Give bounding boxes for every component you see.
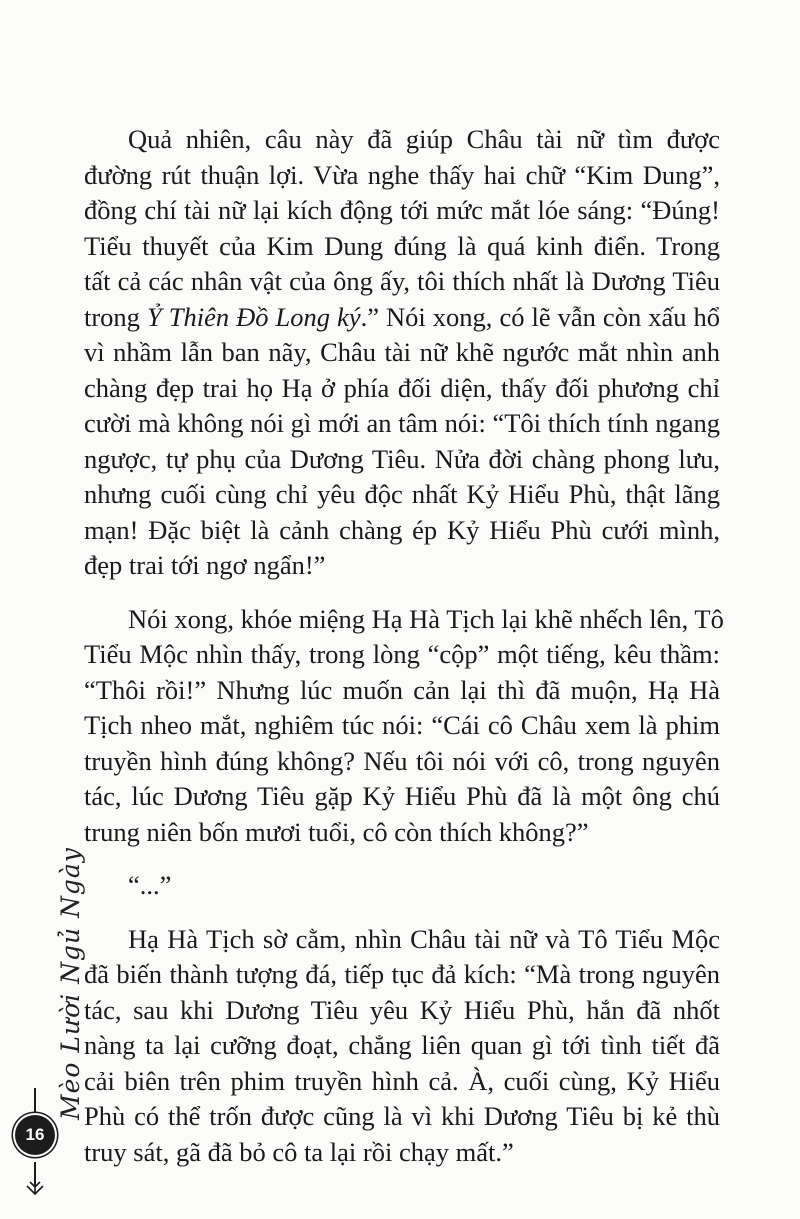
- text-line: truy sát, gã đã bỏ cô ta lại rồi chạy mất.”: [84, 1136, 514, 1167]
- paragraph-4: [84, 922, 720, 1171]
- divider-line: [34, 1088, 36, 1112]
- page-number: 16: [15, 1115, 55, 1155]
- text-line: Tịch nheo mắt, nghiêm túc nói: “Cái cô Châu xem là phim: [84, 710, 720, 740]
- book-title: Ỷ Thiên Đồ Long ký: [146, 301, 361, 332]
- ellipsis-line: “...”: [128, 870, 172, 900]
- text-line: tất cả các nhân vật của ông ấy, tôi thích nhất là Dương Tiêu: [84, 266, 720, 296]
- text-line: Quả nhiên, câu này đã giúp Châu tài nữ tìm được: [128, 124, 720, 154]
- text-line: truyền hình đúng không? Nếu tôi nói với cô, trong nguyên: [84, 745, 720, 776]
- text-line: đã biến thành tượng đá, tiếp tục đả kích: “Mà trong nguyên: [84, 959, 720, 989]
- text-line: trung niên bốn mươi tuổi, cô còn thích không?”: [84, 816, 589, 847]
- book-series-title: Mèo Lười Ngủ Ngày: [56, 847, 85, 1120]
- text-line: nhưng cuối cùng chỉ yêu độc nhất Kỷ Hiểu Phù, thật lãng: [84, 479, 720, 509]
- text-line: Phù có thể trốn được cũng là vì khi Dương Tiêu bị kẻ thù: [84, 1101, 720, 1131]
- text-line: ngược, tự phụ của Dương Tiêu. Nửa đời chàng phong lưu,: [84, 443, 720, 474]
- text-fragment: trong: [84, 301, 147, 332]
- text-line: nàng ta lại cưỡng đoạt, chẳng liên quan gì tới tình tiết đã: [84, 1030, 720, 1060]
- text-line: tác, sau khi Dương Tiêu yêu Kỷ Hiểu Phù, hắn đã nhốt: [84, 994, 720, 1025]
- text-line: chàng đẹp trai họ Hạ ở phía đối diện, thấy đối phương chỉ: [84, 372, 720, 403]
- text-line-with-title: [84, 300, 720, 336]
- text-line: vì nhầm lẫn ban nãy, Châu tài nữ khẽ ngước mắt nhìn anh: [84, 337, 720, 367]
- text-line: đẹp trai tới ngơ ngẩn!”: [84, 550, 326, 580]
- text-line: cười mà không nói gì mới an tâm nói: “Tôi thích tính ngang: [84, 408, 720, 438]
- text-line: “Thôi rồi!” Nhưng lúc muốn cản lại thì đã muộn, Hạ Hà: [84, 674, 720, 705]
- paragraph-1: [84, 122, 720, 584]
- text-fragment: .” Nói xong, có lẽ vẫn còn xấu hổ: [360, 301, 721, 332]
- paragraph-2: [84, 602, 724, 851]
- text-line: Nói xong, khóe miệng Hạ Hà Tịch lại khẽ nhếch lên, Tô: [128, 603, 724, 634]
- text-line: đồng chí tài nữ lại kích động tới mức mắt lóe sáng: “Đúng!: [84, 195, 720, 225]
- text-line: Tiểu thuyết của Kim Dung đúng là quá kinh điển. Trong: [84, 230, 720, 261]
- text-line: cải biên trên phim truyền hình cả. À, cuối cùng, Kỷ Hiểu: [84, 1065, 720, 1096]
- text-line: tác, lúc Dương Tiêu gặp Kỷ Hiểu Phù đã là một ông chú: [84, 781, 720, 811]
- text-line: mạn! Đặc biệt là cảnh chàng ép Kỷ Hiểu Phù cưới mình,: [84, 514, 720, 545]
- ornament-arrow-icon: [23, 1178, 47, 1196]
- text-line: Hạ Hà Tịch sờ cằm, nhìn Châu tài nữ và Tô Tiểu Mộc: [128, 923, 720, 954]
- body-text: [84, 122, 724, 1188]
- paragraph-3: [84, 868, 720, 904]
- text-line: Tiểu Mộc nhìn thấy, trong lòng “cộp” một tiếng, kêu thầm:: [84, 639, 720, 669]
- text-line: đường rút thuận lợi. Vừa nghe thấy hai chữ “Kim Dung”,: [84, 159, 720, 190]
